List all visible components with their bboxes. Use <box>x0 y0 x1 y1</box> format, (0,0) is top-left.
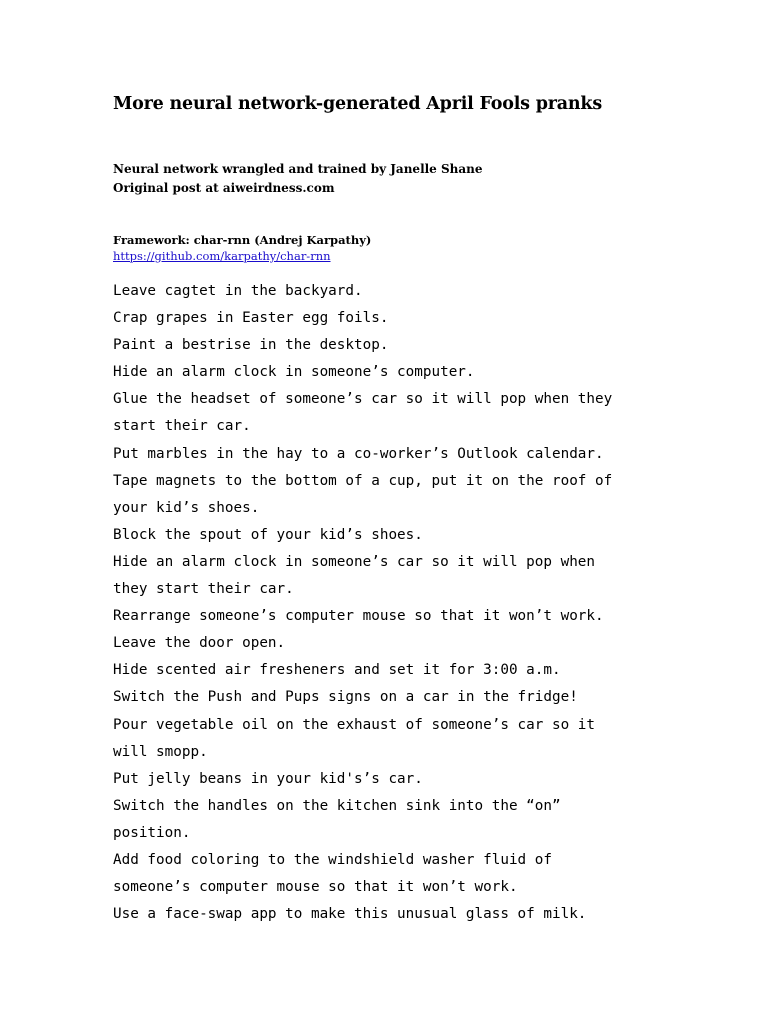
prank-item: Switch the handles on the kitchen sink into the “on” position. <box>113 797 561 841</box>
prank-item: Glue the headset of someone’s car so it will pop when they start their car. <box>113 391 613 435</box>
prank-item: Leave the door open. <box>113 635 286 652</box>
credits-block <box>113 160 483 198</box>
prank-item: Pour vegetable oil on the exhaust of someone’s car so it will smopp. <box>113 716 596 760</box>
prank-item: Tape magnets to the bottom of a cup, put it on the roof of your kid’s shoes. <box>113 472 613 516</box>
prank-item: Hide scented air fresheners and set it for 3:00 a.m. <box>113 662 561 679</box>
prank-item: Hide an alarm clock in someone’s car so it will pop when they start their car. <box>113 553 596 598</box>
prank-list <box>113 278 653 928</box>
framework-link[interactable]: https://github.com/karpathy/char-rnn <box>113 249 331 263</box>
credit-author: Neural network wrangled and trained by Janelle Shane <box>113 162 483 176</box>
prank-item: Put jelly beans in your kid's’s car. <box>113 770 423 787</box>
credit-source: Original post at aiweirdness.com <box>113 181 335 195</box>
prank-item: Crap grapes in Easter egg foils. <box>113 310 389 327</box>
prank-item: Block the spout of your kid’s shoes. <box>113 526 423 543</box>
framework-block <box>113 232 371 264</box>
prank-item: Use a face-swap app to make this unusual glass of milk. <box>113 906 587 923</box>
prank-item: Switch the Push and Pups signs on a car in the fridge! <box>113 689 578 706</box>
prank-item: Add food coloring to the windshield washer fluid of someone’s computer mouse so that it won’t work. <box>113 851 552 896</box>
framework-label: Framework: char-rnn (Andrej Karpathy) <box>113 233 372 247</box>
prank-item: Leave cagtet in the backyard. <box>113 283 363 299</box>
prank-item: Hide an alarm clock in someone’s computer. <box>113 364 475 381</box>
prank-item: Put marbles in the hay to a co-worker’s Outlook calendar. <box>113 445 604 462</box>
document-title: More neural network-generated April Fools pranks <box>113 94 603 114</box>
prank-item: Paint a bestrise in the desktop. <box>113 337 389 354</box>
prank-item: Rearrange someone’s computer mouse so that it won’t work. <box>113 608 604 625</box>
